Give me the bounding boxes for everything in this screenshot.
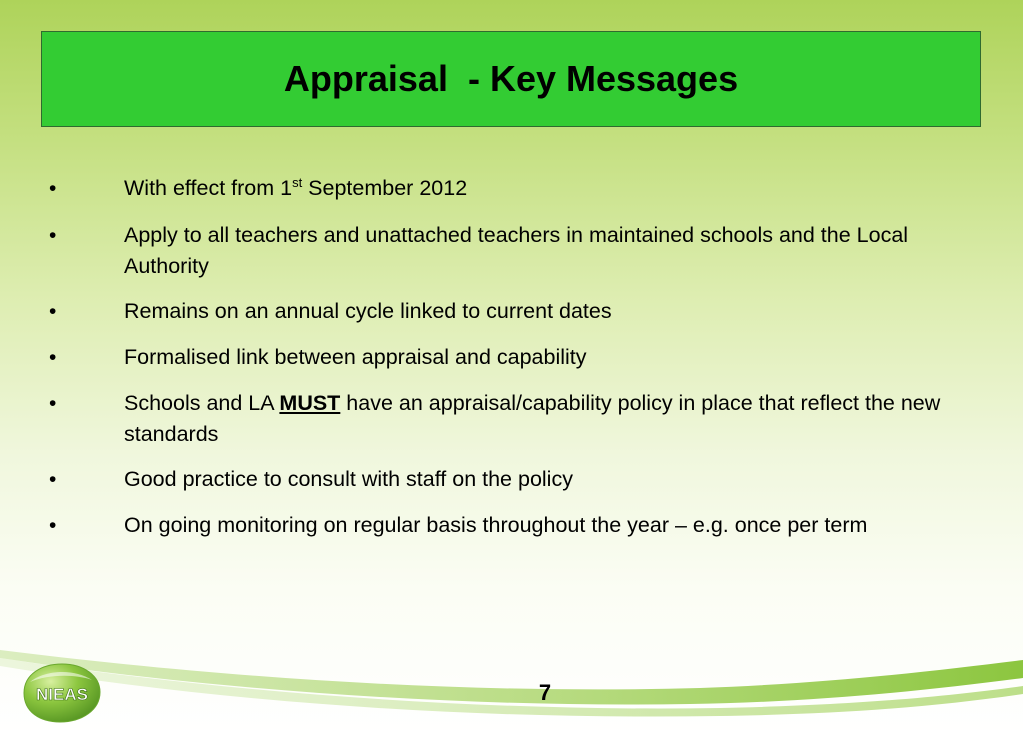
bullet-icon: • bbox=[49, 514, 57, 537]
bullet-icon: • bbox=[49, 300, 57, 323]
bullet-text: Good practice to consult with staff on the policy bbox=[124, 467, 573, 491]
bullet-text: Formalised link between appraisal and capability bbox=[124, 345, 587, 369]
bullet-text-post: have an appraisal/capability policy in place that reflect the new standards bbox=[124, 391, 941, 446]
bullet-text: Apply to all teachers and unattached teachers in maintained schools and the Local Authority bbox=[124, 223, 909, 278]
bullet-text-pre: With effect from 1 bbox=[124, 176, 293, 200]
superscript: st bbox=[292, 175, 303, 190]
bullet-text bbox=[124, 173, 994, 206]
page-number: 7 bbox=[538, 680, 552, 705]
bullet-icon: • bbox=[49, 346, 57, 369]
bullet-icon: • bbox=[49, 468, 57, 491]
bullet-icon: • bbox=[49, 224, 57, 247]
bullet-text-post: September 2012 bbox=[302, 176, 468, 200]
bullet-text-pre: Schools and LA bbox=[124, 391, 280, 415]
bullet-text: On going monitoring on regular basis throughout the year – e.g. once per term bbox=[124, 513, 868, 537]
nieas-leaf-logo-icon bbox=[18, 660, 104, 726]
bullet-icon: • bbox=[49, 177, 57, 200]
bullet-icon: • bbox=[49, 392, 57, 415]
bullet-text bbox=[124, 388, 994, 450]
footer-swoosh bbox=[0, 620, 1023, 735]
logo-text: NIEAS bbox=[36, 685, 88, 704]
must-emphasis: MUST bbox=[279, 391, 341, 415]
slide-title: Appraisal - Key Messages bbox=[283, 58, 739, 99]
title-box bbox=[41, 31, 981, 127]
bullet-text: Remains on an annual cycle linked to current dates bbox=[124, 299, 612, 323]
